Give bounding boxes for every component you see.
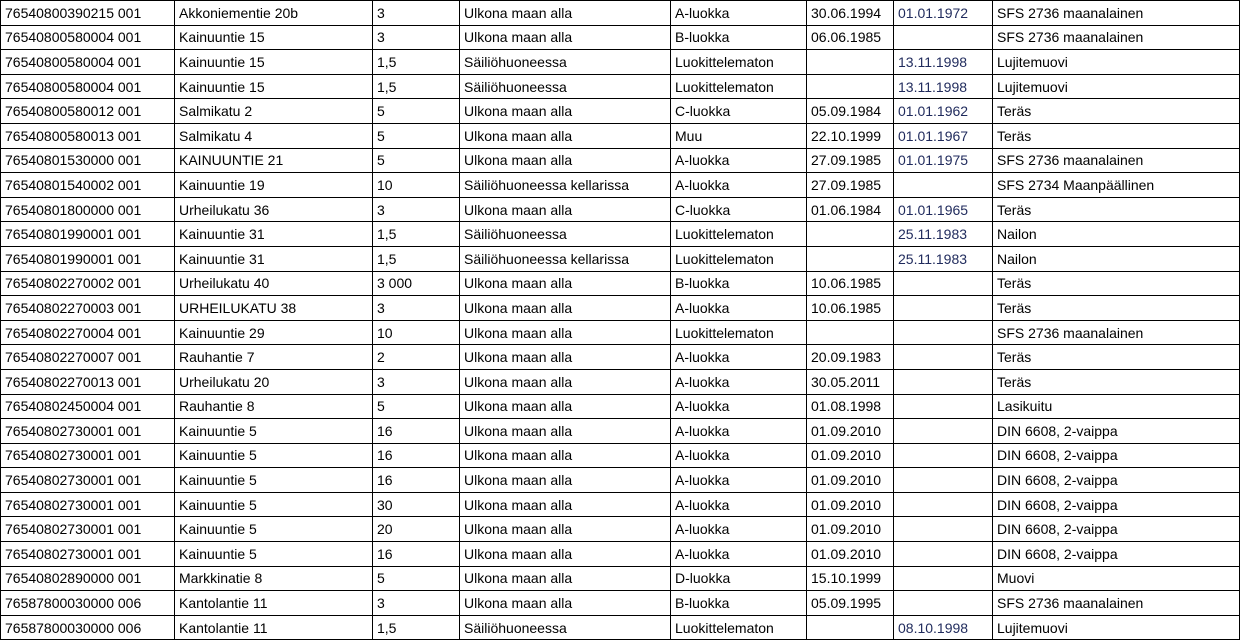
class-cell: C-luokka [671,99,807,124]
table-row [1,50,1240,75]
material-cell: Teräs [993,197,1240,222]
address-cell: Urheilukatu 20 [175,369,373,394]
class-cell: A-luokka [671,345,807,370]
material-cell: Nailon [993,222,1240,247]
inspection-date-cell: 27.09.1985 [807,148,894,173]
material-cell: Teräs [993,271,1240,296]
inspection-date-cell: 01.09.2010 [807,443,894,468]
inspection-date-cell: 30.06.1994 [807,1,894,26]
install-date-cell: 01.01.1962 [894,99,993,124]
inspection-date-cell: 10.06.1985 [807,296,894,321]
class-cell: A-luokka [671,542,807,567]
table-row [1,99,1240,124]
id-cell: 76540802270004 001 [1,320,175,345]
volume-cell: 1,5 [373,74,460,99]
address-cell: Urheilukatu 36 [175,197,373,222]
install-date-cell: 08.10.1998 [894,615,993,640]
id-cell: 76540800580012 001 [1,99,175,124]
install-date-cell [894,492,993,517]
address-cell: Kainuuntie 31 [175,222,373,247]
material-cell: Lujitemuovi [993,615,1240,640]
inspection-date-cell: 01.09.2010 [807,419,894,444]
inspection-date-cell: 15.10.1999 [807,566,894,591]
install-date-cell [894,591,993,616]
location-cell: Ulkona maan alla [460,320,671,345]
volume-cell: 10 [373,320,460,345]
location-cell: Säiliöhuoneessa [460,615,671,640]
material-cell: Lasikuitu [993,394,1240,419]
address-cell: Rauhantie 8 [175,394,373,419]
material-cell: SFS 2736 maanalainen [993,1,1240,26]
id-cell: 76540802450004 001 [1,394,175,419]
volume-cell: 5 [373,566,460,591]
install-date-cell [894,517,993,542]
volume-cell: 16 [373,443,460,468]
inspection-date-cell: 01.06.1984 [807,197,894,222]
class-cell: Luokittelematon [671,246,807,271]
location-cell: Ulkona maan alla [460,123,671,148]
volume-cell: 10 [373,173,460,198]
material-cell: SFS 2736 maanalainen [993,25,1240,50]
volume-cell: 20 [373,517,460,542]
table-row [1,123,1240,148]
location-cell: Ulkona maan alla [460,591,671,616]
id-cell: 76540802270003 001 [1,296,175,321]
volume-cell: 5 [373,394,460,419]
inspection-date-cell [807,320,894,345]
table-row [1,74,1240,99]
table-row [1,468,1240,493]
table-row [1,1,1240,26]
location-cell: Ulkona maan alla [460,566,671,591]
class-cell: Luokittelematon [671,222,807,247]
table-row [1,542,1240,567]
inspection-date-cell: 10.06.1985 [807,271,894,296]
volume-cell: 16 [373,468,460,493]
class-cell: A-luokka [671,468,807,493]
install-date-cell [894,296,993,321]
table-row [1,25,1240,50]
address-cell: Kainuuntie 15 [175,74,373,99]
material-cell: Muovi [993,566,1240,591]
volume-cell: 3 [373,197,460,222]
class-cell: A-luokka [671,1,807,26]
material-cell: Teräs [993,123,1240,148]
class-cell: A-luokka [671,419,807,444]
id-cell: 76540802730001 001 [1,419,175,444]
install-date-cell: 13.11.1998 [894,74,993,99]
install-date-cell: 13.11.1998 [894,50,993,75]
class-cell: A-luokka [671,369,807,394]
table-row [1,591,1240,616]
material-cell: Lujitemuovi [993,50,1240,75]
location-cell: Ulkona maan alla [460,369,671,394]
id-cell: 76540800390215 001 [1,1,175,26]
volume-cell: 3 [373,369,460,394]
class-cell: C-luokka [671,197,807,222]
inspection-date-cell: 20.09.1983 [807,345,894,370]
install-date-cell [894,419,993,444]
inspection-date-cell: 01.09.2010 [807,492,894,517]
material-cell: SFS 2736 maanalainen [993,148,1240,173]
address-cell: Kainuuntie 15 [175,50,373,75]
id-cell: 76540802730001 001 [1,492,175,517]
volume-cell: 3 [373,296,460,321]
inspection-date-cell: 01.08.1998 [807,394,894,419]
install-date-cell [894,345,993,370]
location-cell: Säiliöhuoneessa [460,222,671,247]
inspection-date-cell: 27.09.1985 [807,173,894,198]
id-cell: 76540802730001 001 [1,517,175,542]
address-cell: Urheilukatu 40 [175,271,373,296]
address-cell: URHEILUKATU 38 [175,296,373,321]
install-date-cell [894,542,993,567]
class-cell: A-luokka [671,492,807,517]
table-body [1,1,1240,640]
material-cell: Teräs [993,345,1240,370]
address-cell: Markkinatie 8 [175,566,373,591]
class-cell: B-luokka [671,591,807,616]
address-cell: Kainuuntie 29 [175,320,373,345]
address-cell: Kainuuntie 5 [175,542,373,567]
material-cell: DIN 6608, 2-vaippa [993,492,1240,517]
class-cell: A-luokka [671,517,807,542]
address-cell: Kantolantie 11 [175,591,373,616]
volume-cell: 3 [373,1,460,26]
address-cell: Kainuuntie 15 [175,25,373,50]
id-cell: 76540802730001 001 [1,542,175,567]
volume-cell: 2 [373,345,460,370]
table-row [1,320,1240,345]
install-date-cell [894,468,993,493]
volume-cell: 1,5 [373,222,460,247]
class-cell: A-luokka [671,443,807,468]
address-cell: Salmikatu 4 [175,123,373,148]
address-cell: Kainuuntie 5 [175,517,373,542]
material-cell: Teräs [993,99,1240,124]
location-cell: Ulkona maan alla [460,296,671,321]
location-cell: Säiliöhuoneessa [460,50,671,75]
class-cell: A-luokka [671,296,807,321]
volume-cell: 3 000 [373,271,460,296]
inspection-date-cell: 05.09.1995 [807,591,894,616]
location-cell: Ulkona maan alla [460,25,671,50]
material-cell: Lujitemuovi [993,74,1240,99]
table-row [1,517,1240,542]
volume-cell: 5 [373,123,460,148]
volume-cell: 5 [373,148,460,173]
volume-cell: 30 [373,492,460,517]
address-cell: Kainuuntie 5 [175,419,373,444]
install-date-cell [894,369,993,394]
inspection-date-cell: 22.10.1999 [807,123,894,148]
install-date-cell: 25.11.1983 [894,222,993,247]
install-date-cell [894,566,993,591]
id-cell: 76540802270002 001 [1,271,175,296]
volume-cell: 16 [373,542,460,567]
table-row [1,148,1240,173]
id-cell: 76540801540002 001 [1,173,175,198]
inspection-date-cell: 05.09.1984 [807,99,894,124]
volume-cell: 3 [373,25,460,50]
location-cell: Ulkona maan alla [460,99,671,124]
location-cell: Ulkona maan alla [460,468,671,493]
material-cell: SFS 2736 maanalainen [993,320,1240,345]
inspection-date-cell [807,74,894,99]
install-date-cell [894,271,993,296]
material-cell: SFS 2736 maanalainen [993,591,1240,616]
id-cell: 76587800030000 006 [1,615,175,640]
class-cell: Luokittelematon [671,615,807,640]
location-cell: Ulkona maan alla [460,1,671,26]
table-row [1,197,1240,222]
id-cell: 76540802890000 001 [1,566,175,591]
location-cell: Ulkona maan alla [460,271,671,296]
class-cell: Luokittelematon [671,50,807,75]
class-cell: D-luokka [671,566,807,591]
material-cell: Teräs [993,296,1240,321]
material-cell: DIN 6608, 2-vaippa [993,468,1240,493]
address-cell: Kantolantie 11 [175,615,373,640]
table-row [1,345,1240,370]
id-cell: 76540801800000 001 [1,197,175,222]
id-cell: 76540802270013 001 [1,369,175,394]
inspection-date-cell: 06.06.1985 [807,25,894,50]
volume-cell: 16 [373,419,460,444]
table-row [1,443,1240,468]
volume-cell: 3 [373,591,460,616]
install-date-cell: 01.01.1967 [894,123,993,148]
inspection-date-cell: 30.05.2011 [807,369,894,394]
class-cell: A-luokka [671,394,807,419]
location-cell: Ulkona maan alla [460,345,671,370]
location-cell: Ulkona maan alla [460,394,671,419]
table-row [1,419,1240,444]
id-cell: 76540802270007 001 [1,345,175,370]
volume-cell: 1,5 [373,615,460,640]
class-cell: Muu [671,123,807,148]
install-date-cell [894,320,993,345]
table-row [1,246,1240,271]
address-cell: Kainuuntie 5 [175,468,373,493]
table-row [1,173,1240,198]
class-cell: B-luokka [671,271,807,296]
table-row [1,566,1240,591]
id-cell: 76540801530000 001 [1,148,175,173]
location-cell: Ulkona maan alla [460,148,671,173]
table-row [1,296,1240,321]
address-cell: Salmikatu 2 [175,99,373,124]
table-row [1,222,1240,247]
id-cell: 76540800580004 001 [1,25,175,50]
install-date-cell [894,394,993,419]
inspection-date-cell [807,222,894,247]
inspection-date-cell: 01.09.2010 [807,517,894,542]
material-cell: Nailon [993,246,1240,271]
location-cell: Ulkona maan alla [460,443,671,468]
install-date-cell: 25.11.1983 [894,246,993,271]
address-cell: Kainuuntie 5 [175,492,373,517]
material-cell: DIN 6608, 2-vaippa [993,517,1240,542]
inspection-date-cell: 01.09.2010 [807,468,894,493]
table-row [1,394,1240,419]
table-row [1,369,1240,394]
address-cell: Rauhantie 7 [175,345,373,370]
id-cell: 76540802730001 001 [1,468,175,493]
install-date-cell: 01.01.1975 [894,148,993,173]
location-cell: Säiliöhuoneessa [460,74,671,99]
volume-cell: 1,5 [373,246,460,271]
inspection-date-cell [807,615,894,640]
id-cell: 76540801990001 001 [1,246,175,271]
id-cell: 76540802730001 001 [1,443,175,468]
location-cell: Ulkona maan alla [460,197,671,222]
class-cell: A-luokka [671,148,807,173]
volume-cell: 1,5 [373,50,460,75]
id-cell: 76540800580013 001 [1,123,175,148]
location-cell: Ulkona maan alla [460,517,671,542]
inspection-date-cell [807,50,894,75]
install-date-cell [894,173,993,198]
material-cell: Teräs [993,369,1240,394]
address-cell: Kainuuntie 5 [175,443,373,468]
install-date-cell [894,25,993,50]
location-cell: Ulkona maan alla [460,542,671,567]
id-cell: 76587800030000 006 [1,591,175,616]
id-cell: 76540800580004 001 [1,74,175,99]
class-cell: Luokittelematon [671,74,807,99]
id-cell: 76540801990001 001 [1,222,175,247]
material-cell: DIN 6608, 2-vaippa [993,443,1240,468]
material-cell: DIN 6608, 2-vaippa [993,542,1240,567]
install-date-cell: 01.01.1965 [894,197,993,222]
material-cell: SFS 2734 Maanpäällinen [993,173,1240,198]
address-cell: Akkoniementie 20b [175,1,373,26]
table-row [1,615,1240,640]
location-cell: Säiliöhuoneessa kellarissa [460,246,671,271]
install-date-cell: 01.01.1972 [894,1,993,26]
class-cell: A-luokka [671,173,807,198]
class-cell: B-luokka [671,25,807,50]
inspection-date-cell: 01.09.2010 [807,542,894,567]
address-cell: Kainuuntie 19 [175,173,373,198]
address-cell: KAINUUNTIE 21 [175,148,373,173]
location-cell: Ulkona maan alla [460,419,671,444]
table-row [1,271,1240,296]
class-cell: Luokittelematon [671,320,807,345]
inspection-date-cell [807,246,894,271]
id-cell: 76540800580004 001 [1,50,175,75]
address-cell: Kainuuntie 31 [175,246,373,271]
material-cell: DIN 6608, 2-vaippa [993,419,1240,444]
table-row [1,492,1240,517]
install-date-cell [894,443,993,468]
volume-cell: 5 [373,99,460,124]
location-cell: Säiliöhuoneessa kellarissa [460,173,671,198]
location-cell: Ulkona maan alla [460,492,671,517]
